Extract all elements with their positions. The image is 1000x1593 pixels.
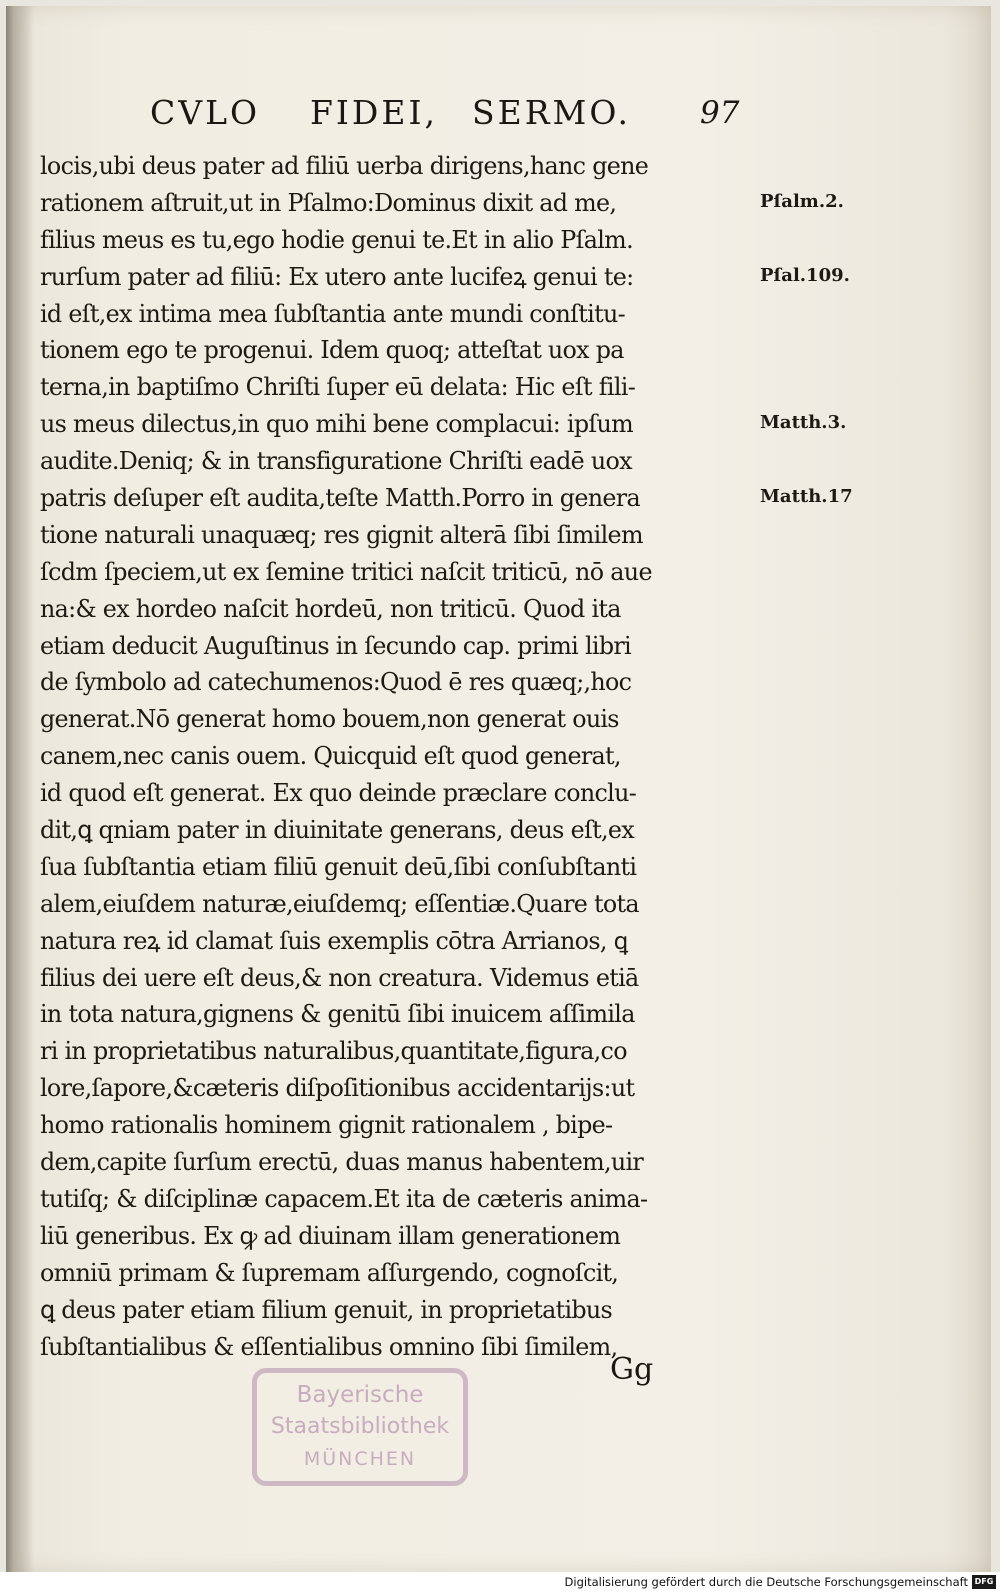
text-line: natura reꝝ id clamat ſuis exemplis cōtra Arrianos, ꝗ: [40, 926, 628, 955]
text-line: id quod eſt generat. Ex quo deinde præclare conclu-: [40, 779, 637, 808]
text-line: locis,ubi deus pater ad filiū uerba dirigens,hanc gene: [40, 152, 649, 180]
text-line: rationem aſtruit,ut in Pſalmo:Dominus dixit ad me,: [40, 188, 617, 217]
text-line: etiam deducit Auguſtinus in ſecundo cap. primi libri: [40, 631, 631, 660]
text-line: ſua ſubſtantia etiam filiū genuit deū,ſibi conſubſtanti: [40, 852, 637, 881]
signature-mark: Gg: [610, 1352, 654, 1387]
footer-bar: [0, 1572, 1000, 1593]
text-line: alem,eiuſdem naturæ,eiuſdemq; eſſentiæ.Quare tota: [40, 889, 639, 918]
text-line: omniū primam & ſupremam aſſurgendo, cognoſcit,: [40, 1258, 619, 1287]
text-line: filius dei uere eſt deus,& non creatura. Videmus etiā: [40, 963, 639, 992]
text-line: filius meus es tu,ego hodie genui te.Et in alio Pſalm.: [40, 225, 633, 254]
margin-note: Pſal.109.: [760, 264, 850, 286]
text-line: patris deſuper eſt audita,teſte Matth.Porro in genera: [40, 484, 640, 513]
running-head-word-2: FIDEI,: [310, 93, 439, 132]
library-stamp: [252, 1368, 468, 1486]
text-line: generat.Nō generat homo bouem,non generat ouis: [40, 705, 619, 734]
text-line: homo rationalis hominem gignit rationalem , bipe-: [40, 1111, 613, 1140]
text-line: terna,in baptiſmo Chriſti ſuper eū delata: Hic eſt fili-: [40, 373, 636, 402]
page-number: 97: [700, 95, 740, 131]
running-head-word-1: CVLO: [150, 93, 261, 132]
text-line: de ſymbolo ad catechumenos:Quod ē res quæq;,hoc: [40, 668, 632, 697]
text-line: canem,nec canis ouem. Quicquid eſt quod generat,: [40, 742, 621, 771]
text-line: ꝗ deus pater etiam filium genuit, in proprietatibus: [40, 1295, 613, 1324]
text-line: dit,ꝗ qniam pater in diuinitate generans, deus eſt,ex: [40, 816, 635, 845]
text-line: ſubſtantialibus & eſſentialibus omnino ſibi ſimilem,: [40, 1332, 618, 1361]
text-line: tione naturali unaquæq; res gignit alterā ſibi ſimilem: [40, 520, 643, 549]
text-line: ri in proprietatibus naturalibus,quantitate,figura,co: [40, 1037, 627, 1066]
text-line: tionem ego te progenui. Idem quoq; atteſtat uox pa: [40, 336, 624, 365]
stamp-line-1: Bayerische: [296, 1382, 424, 1408]
main-text-block: [40, 148, 760, 1365]
page-gutter: [6, 6, 34, 1572]
text-line: audite.Deniq; & in transfiguratione Chriſti eadē uox: [40, 447, 632, 476]
text-line: tutiſq; & diſciplinæ capacem.Et ita de cæteris anima-: [40, 1184, 648, 1213]
footer-credit: Digitalisierung gefördert durch die Deutsche Forschungsgemeinschaft: [564, 1575, 968, 1589]
text-line: na:& ex hordeo naſcit hordeū, non triticū. Quod ita: [40, 594, 621, 623]
stamp-line-2: Staatsbibliothek: [270, 1414, 450, 1439]
dfg-logo-icon: DFG: [972, 1575, 996, 1589]
text-line: rurſum pater ad filiū: Ex utero ante lucifeꝝ genui te:: [40, 262, 634, 291]
running-head: [150, 93, 770, 143]
running-head-word-3: SERMO.: [472, 93, 631, 132]
text-line: in tota natura,gignens & genitū ſibi inuicem aſſimila: [40, 1000, 635, 1029]
text-line: dem,capite ſurſum erectū, duas manus habentem,uir: [40, 1148, 644, 1177]
text-line: ſcdm ſpeciem,ut ex ſemine tritici naſcit triticū, nō aue: [40, 557, 652, 586]
text-line: us meus dilectus,in quo mihi bene complacui: ipſum: [40, 410, 633, 439]
margin-note: Matth.3.: [760, 412, 847, 434]
stamp-line-3: MÜNCHEN: [303, 1448, 417, 1470]
margin-note: Pſalm.2.: [760, 190, 844, 212]
text-line: id eſt,ex intima mea ſubſtantia ante mundi conſtitu-: [40, 299, 625, 328]
text-line: liū generibus. Ex ꝙ ad diuinam illam generationem: [40, 1221, 621, 1250]
margin-note: Matth.17: [760, 486, 853, 508]
text-line: lore,ſapore,&cæteris diſpoſitionibus accidentarijs:ut: [40, 1074, 635, 1103]
